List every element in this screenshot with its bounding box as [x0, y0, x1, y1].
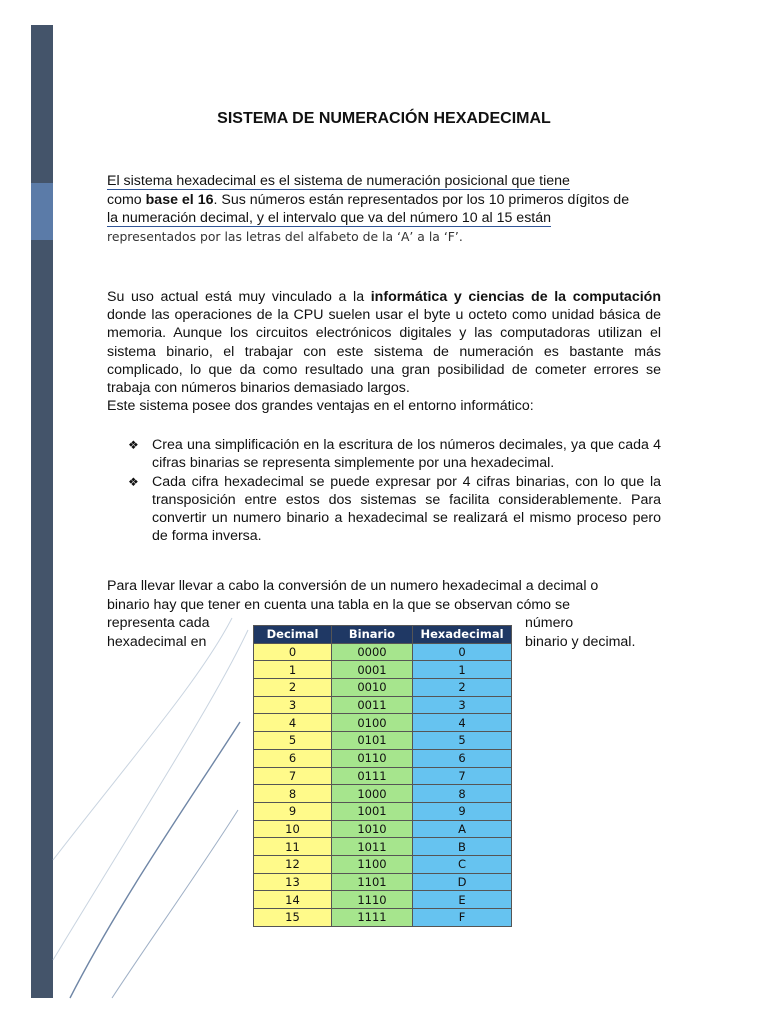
sidebar-accent [31, 183, 53, 240]
intro-line-3: la numeración decimal, y el intervalo que va del número 10 al 15 están [107, 210, 552, 227]
usage-bold: informática y ciencias de la computación [370, 289, 661, 305]
cell-decimal: 7 [254, 767, 332, 785]
table-header-row [254, 626, 512, 644]
conversion-right-1: número [525, 615, 574, 631]
sidebar-bar [31, 25, 53, 998]
cell-decimal: 2 [254, 679, 332, 697]
bullet-text: Crea una simplificación en la escritura de los números decimales, ya que cada 4 cifras binarias se representa simplemente por una hexadecimal. [152, 437, 661, 472]
cell-binario: 0101 [332, 732, 413, 750]
cell-binario: 0111 [332, 767, 413, 785]
cell-decimal: 9 [254, 802, 332, 820]
cell-hexadecimal: 1 [413, 661, 512, 679]
cell-binario: 0001 [332, 661, 413, 679]
header-decimal: Decimal [254, 626, 332, 644]
intro-line-4: representados por las letras del alfabeto de la ‘A’ a la ‘F’. [107, 228, 463, 244]
cell-hexadecimal: 3 [413, 696, 512, 714]
table-row [254, 785, 512, 803]
cell-binario: 1000 [332, 785, 413, 803]
cell-binario: 1010 [332, 820, 413, 838]
conversion-line-1: Para llevar llevar a cabo la conversión de un numero hexadecimal a decimal o [107, 578, 599, 594]
intro-line-1: El sistema hexadecimal es el sistema de numeración posicional que tiene [107, 173, 570, 189]
cell-hexadecimal: 9 [413, 802, 512, 820]
table-row [254, 643, 512, 661]
cell-hexadecimal: A [413, 820, 512, 838]
cell-hexadecimal: 7 [413, 767, 512, 785]
cell-hexadecimal: D [413, 873, 512, 891]
paragraph-intro [107, 172, 667, 246]
cell-binario: 1101 [332, 873, 413, 891]
cell-hexadecimal: E [413, 891, 512, 909]
intro-line-2-b: . Sus números están representados por los 10 primeros dígitos de [213, 191, 630, 208]
cell-decimal: 11 [254, 838, 332, 856]
table-row [254, 820, 512, 838]
header-hexadecimal: Hexadecimal [413, 626, 512, 644]
table-row [254, 909, 512, 927]
cell-binario: 0010 [332, 679, 413, 697]
table-row [254, 891, 512, 909]
cell-hexadecimal: 5 [413, 732, 512, 750]
document-title: SISTEMA DE NUMERACIÓN HEXADECIMAL [217, 110, 551, 127]
usage-text-b: donde las operaciones de la CPU suelen usar el byte u octeto como unidad básica de memoria. Aunque los circuitos electrónicos digitales y las computadoras utilizan el sistema binario, el trabajar con este sistema de numeración es bastante más complicado, lo que da como resultado una gran posibilidad de cometer errores se trabaja con números binarios demasiado largos. [107, 307, 661, 397]
cell-decimal: 1 [254, 661, 332, 679]
usage-last-line: Este sistema posee dos grandes ventajas en el entorno informático: [107, 398, 534, 415]
list-item [128, 473, 661, 546]
table-row [254, 767, 512, 785]
cell-binario: 1100 [332, 855, 413, 873]
cell-binario: 0011 [332, 696, 413, 714]
bullet-diamond-icon: ❖ [128, 438, 139, 452]
paragraph-conversion [107, 577, 647, 614]
cell-binario: 1110 [332, 891, 413, 909]
cell-decimal: 4 [254, 714, 332, 732]
cell-hexadecimal: 0 [413, 643, 512, 661]
hex-conversion-table [253, 625, 512, 927]
cell-decimal: 8 [254, 785, 332, 803]
table-body [254, 643, 512, 926]
conversion-wrap-left [107, 614, 210, 652]
table-row [254, 714, 512, 732]
cell-binario: 0100 [332, 714, 413, 732]
cell-binario: 1001 [332, 802, 413, 820]
cell-decimal: 15 [254, 909, 332, 927]
cell-decimal: 6 [254, 749, 332, 767]
intro-line-2-a: como [107, 191, 146, 208]
cell-decimal: 10 [254, 820, 332, 838]
list-item [128, 436, 661, 473]
cell-decimal: 13 [254, 873, 332, 891]
cell-decimal: 3 [254, 696, 332, 714]
cell-hexadecimal: 6 [413, 749, 512, 767]
table-row [254, 679, 512, 697]
advantages-list [128, 436, 661, 546]
cell-hexadecimal: F [413, 909, 512, 927]
cell-decimal: 0 [254, 643, 332, 661]
table-row [254, 661, 512, 679]
cell-binario: 0110 [332, 749, 413, 767]
cell-hexadecimal: 2 [413, 679, 512, 697]
conversion-line-2: binario hay que tener en cuenta una tabla en la que se observan cómo se [107, 596, 570, 613]
cell-hexadecimal: B [413, 838, 512, 856]
table-row [254, 855, 512, 873]
paragraph-usage [107, 288, 661, 415]
conversion-left-2: hexadecimal en [107, 634, 207, 650]
cell-binario: 1011 [332, 838, 413, 856]
conversion-left-1: representa cada [107, 615, 210, 631]
table-row [254, 838, 512, 856]
header-binario: Binario [332, 626, 413, 644]
bullet-text: Cada cifra hexadecimal se puede expresar por 4 cifras binarias, con lo que la transposición entre estos dos sistemas se facilita considerablemente. Para convertir un numero binario a hexadecimal se realizará el mismo proceso pero de forma inversa. [152, 473, 661, 545]
bullet-diamond-icon: ❖ [128, 474, 139, 489]
cell-hexadecimal: 8 [413, 785, 512, 803]
intro-bold-base: base el 16 [145, 191, 214, 208]
table-row [254, 873, 512, 891]
table-row [254, 732, 512, 750]
cell-binario: 0000 [332, 643, 413, 661]
cell-hexadecimal: C [413, 855, 512, 873]
cell-decimal: 5 [254, 732, 332, 750]
conversion-right-2: binario y decimal. [525, 634, 636, 650]
table-row [254, 696, 512, 714]
table-row [254, 802, 512, 820]
usage-text-a: Su uso actual está muy vinculado a la [107, 289, 371, 305]
cell-decimal: 12 [254, 855, 332, 873]
table-row [254, 749, 512, 767]
cell-decimal: 14 [254, 891, 332, 909]
conversion-wrap-right [525, 614, 635, 652]
cell-binario: 1111 [332, 909, 413, 927]
cell-hexadecimal: 4 [413, 714, 512, 732]
